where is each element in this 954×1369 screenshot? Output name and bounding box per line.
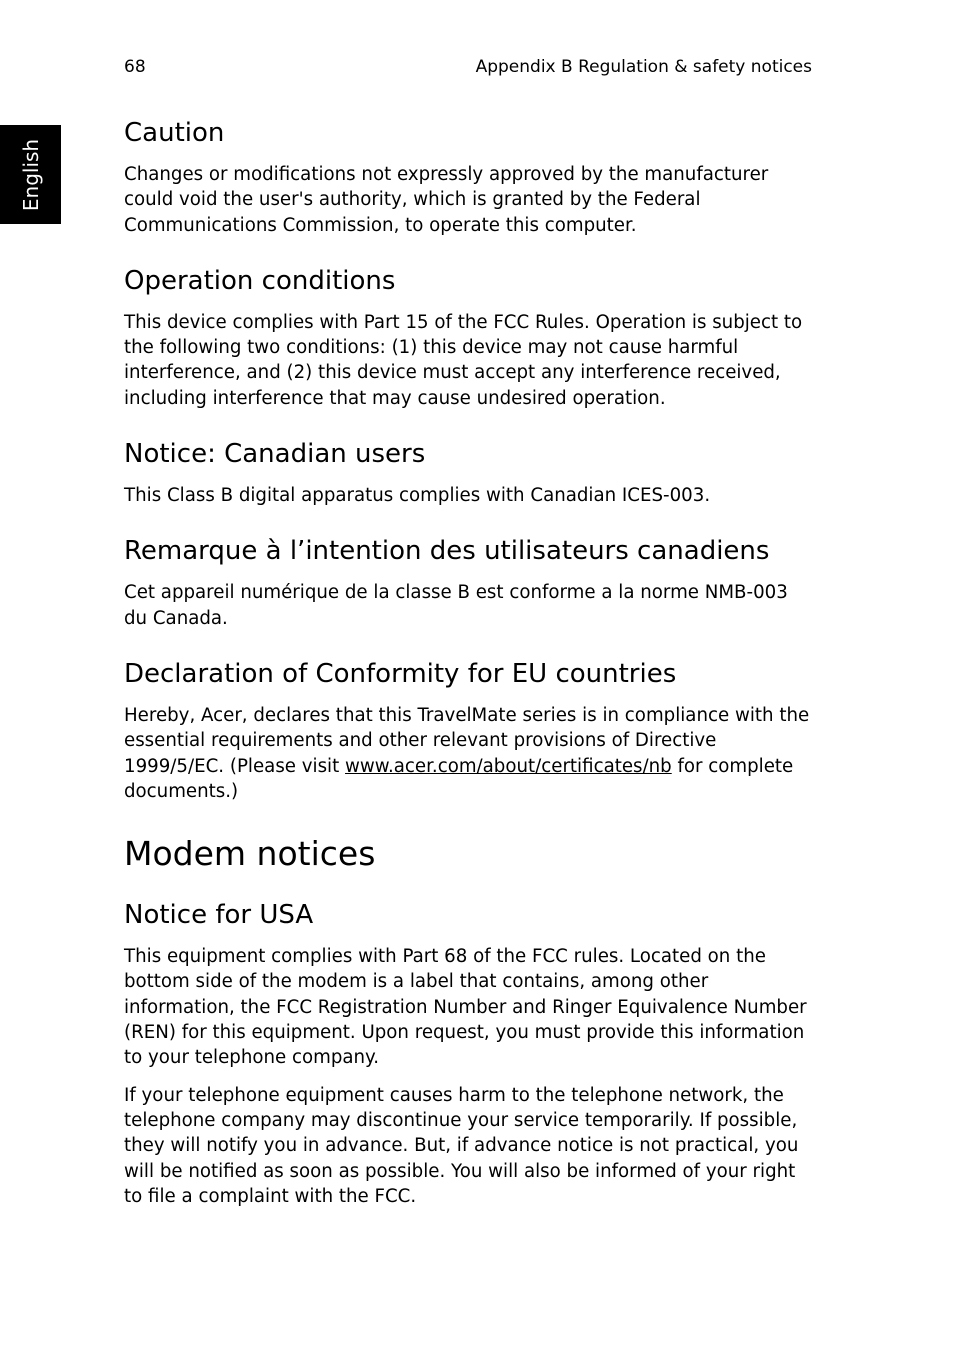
modem-notices-title: Modem notices (124, 834, 376, 874)
eu-text-before: Hereby, Acer, declares that this TravelMate series is in compliance with the essential requirements and other relevant provisions of Directive 1999/5/EC. (Please visit (124, 704, 810, 777)
usa-paragraph-1: This equipment complies with Part 68 of the FCC rules. Located on the bottom side of the modem is a label that contains, among other information, the FCC Registration Number and Ringer Equivalence Number (REN) for this equipment. Upon request, you must provide this information to your telephone company. (124, 946, 807, 1069)
language-tab (0, 125, 61, 224)
eu-text (124, 703, 814, 804)
running-header: Appendix B Regulation & safety notices (475, 57, 812, 77)
section-eu-conformity (124, 657, 814, 804)
operation-heading: Operation conditions (124, 265, 396, 296)
section-notice-usa (124, 898, 814, 1209)
operation-text: This device complies with Part 15 of the FCC Rules. Operation is subject to the following two conditions: (1) this device may not cause harmful interference, and (2) this device must accept any interference received, including interference that may cause undesired operation. (124, 311, 803, 409)
eu-heading: Declaration of Conformity for EU countries (124, 658, 677, 689)
usa-heading: Notice for USA (124, 900, 314, 931)
section-operation-conditions (124, 264, 814, 411)
usa-paragraph-2: If your telephone equipment causes harm to the telephone network, the telephone company may discontinue your service temporarily. If possible, they will notify you in advance. But, if advance notice is not practical, you will be notified as soon as possible. You will also be informed of your right to file a complaint with the FCC. (124, 1084, 799, 1207)
eu-text-after: for complete documents.) (124, 755, 794, 802)
section-canadian-users (124, 437, 814, 508)
section-caution (124, 116, 814, 238)
remarque-text: Cet appareil numérique de la classe B est conforme a la norme NMB-003 du Canada. (124, 582, 788, 629)
page-number: 68 (124, 57, 146, 77)
canadian-heading: Notice: Canadian users (124, 439, 426, 470)
caution-text: Changes or modifications not expressly approved by the manufacturer could void the user's authority, which is granted by the Federal Communications Commission, to operate this computer. (124, 164, 769, 236)
caution-heading: Caution (124, 118, 225, 148)
certificates-link[interactable]: www.acer.com/about/certificates/nb (345, 755, 672, 777)
canadian-text: This Class B digital apparatus complies with Canadian ICES-003. (124, 485, 711, 507)
section-remarque (124, 534, 814, 631)
language-tab-label: English (18, 138, 43, 211)
remarque-heading: Remarque à l’intention des utilisateurs canadiens (124, 536, 770, 567)
page-content (124, 116, 814, 1235)
